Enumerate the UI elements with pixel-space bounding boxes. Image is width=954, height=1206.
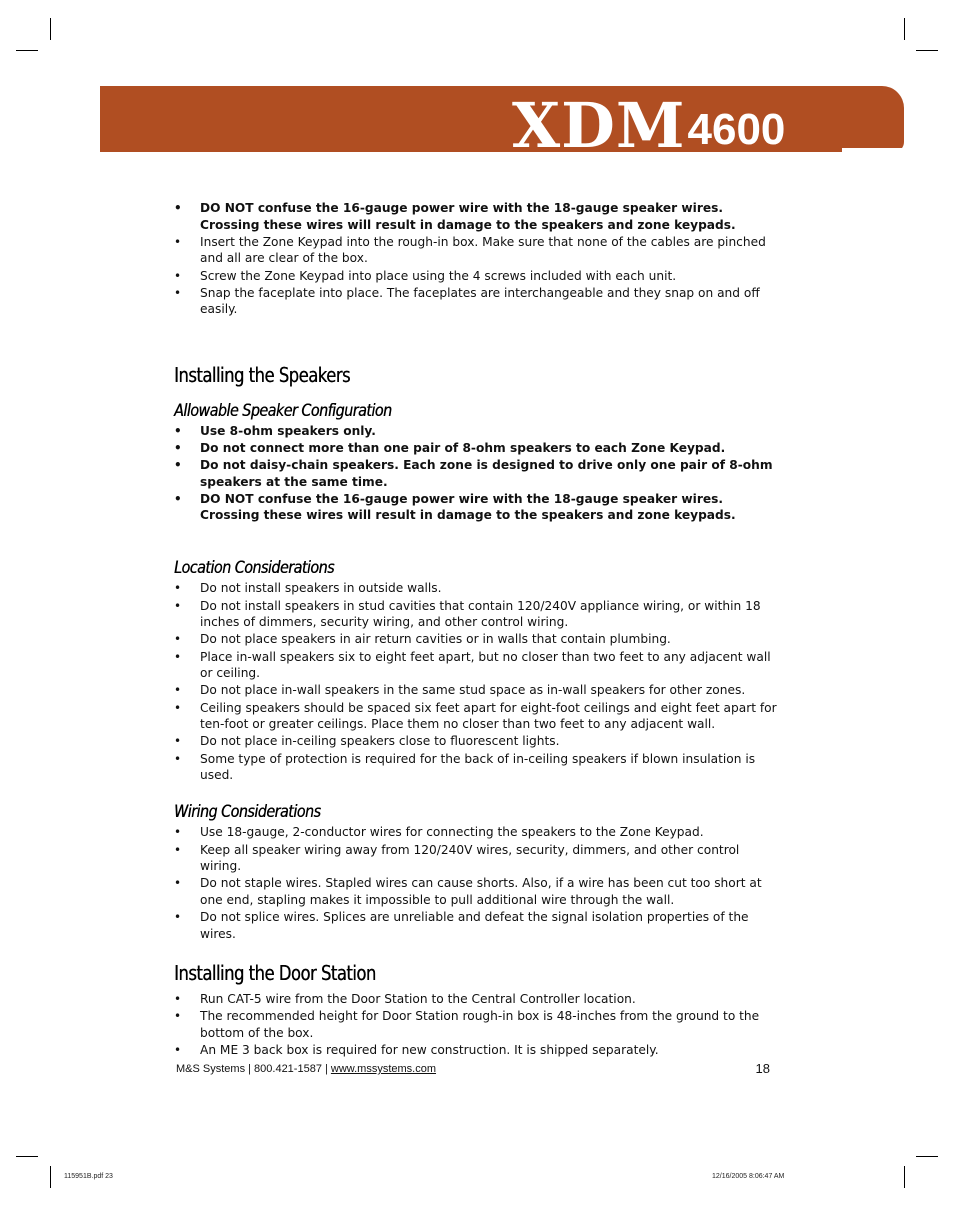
- banner-notch: [842, 148, 904, 152]
- door-station-list: [174, 991, 784, 1059]
- list-item: • Do not place in-ceiling speakers close to fluorescent lights.: [174, 733, 784, 750]
- list-item: • DO NOT confuse the 16-gauge power wire with the 18-gauge speaker wires. Crossing these wires will result in damage to the speakers and zone keypads.: [174, 491, 784, 524]
- crop-mark: [916, 50, 938, 51]
- location-considerations-list: [174, 580, 784, 783]
- list-item: • Use 8-ohm speakers only.: [174, 423, 784, 440]
- brand-name: XDM: [512, 89, 686, 162]
- list-item: • Run CAT-5 wire from the Door Station to the Central Controller location.: [174, 991, 784, 1008]
- list-item: • Some type of protection is required for the back of in-ceiling speakers if blown insulation is used.: [174, 751, 784, 784]
- crop-mark: [50, 1166, 51, 1188]
- list-item: • Do not install speakers in outside walls.: [174, 580, 784, 597]
- print-slug-timestamp: 12/16/2005 8:06:47 AM: [712, 1173, 785, 1180]
- list-item: • DO NOT confuse the 16-gauge power wire with the 18-gauge speaker wires. Crossing these wires will result in damage to the speakers and zone keypads.: [174, 200, 784, 233]
- footer-company-info: M&S Systems | 800.421-1587 |: [176, 1063, 331, 1075]
- list-item: • Place in-wall speakers six to eight feet apart, but no closer than two feet to any adjacent wall or ceiling.: [174, 649, 784, 682]
- subheading-allowable-configuration: Allowable Speaker Configuration: [174, 400, 392, 421]
- list-item: • Snap the faceplate into place. The faceplates are interchangeable and they snap on and off easily.: [174, 285, 784, 318]
- brand-logo: [512, 89, 786, 162]
- list-item: • Do not place speakers in air return cavities or in walls that contain plumbing.: [174, 631, 784, 648]
- page-footer: [176, 1063, 770, 1075]
- subheading-location-considerations: Location Considerations: [174, 558, 335, 579]
- main-content: [174, 200, 784, 1059]
- page-number: 18: [755, 1061, 770, 1076]
- brand-model-number: 4600: [687, 105, 786, 154]
- subheading-wiring-considerations: Wiring Considerations: [174, 802, 321, 823]
- list-item: • Do not staple wires. Stapled wires can cause shorts. Also, if a wire has been cut too short at one end, stapling makes it impossible to pull additional wire through the wall.: [174, 875, 784, 908]
- list-item: • Do not splice wires. Splices are unreliable and defeat the signal isolation properties of the wires.: [174, 909, 784, 942]
- wiring-considerations-list: [174, 824, 784, 942]
- section-heading-installing-speakers: Installing the Speakers: [174, 362, 351, 387]
- list-item: • Use 18-gauge, 2-conductor wires for connecting the speakers to the Zone Keypad.: [174, 824, 784, 841]
- crop-mark: [50, 18, 51, 40]
- list-item: • Ceiling speakers should be spaced six feet apart for eight-foot ceilings and eight feet apart for ten-foot or greater ceilings. Place them no closer than two feet to any adjacent wall.: [174, 700, 784, 733]
- list-item: • Do not daisy-chain speakers. Each zone is designed to drive only one pair of 8-ohm speakers at the same time.: [174, 457, 784, 490]
- crop-mark: [904, 18, 905, 40]
- intro-bullet-list: [174, 200, 784, 318]
- list-item: • Keep all speaker wiring away from 120/240V wires, security, dimmers, and other control wiring.: [174, 842, 784, 875]
- print-slug-file: 115951B.pdf 23: [64, 1173, 113, 1180]
- crop-mark: [904, 1166, 905, 1188]
- allowable-config-list: [174, 423, 784, 524]
- list-item: • Do not connect more than one pair of 8-ohm speakers to each Zone Keypad.: [174, 440, 784, 457]
- footer-website-link[interactable]: www.mssystems.com: [330, 1063, 437, 1075]
- section-heading-door-station: Installing the Door Station: [174, 960, 376, 985]
- list-item: • Do not install speakers in stud cavities that contain 120/240V appliance wiring, or within 18 inches of dimmers, security wiring, and other control wiring.: [174, 598, 784, 631]
- crop-mark: [16, 50, 38, 51]
- list-item: • An ME 3 back box is required for new construction. It is shipped separately.: [174, 1042, 784, 1059]
- list-item: • Insert the Zone Keypad into the rough-in box. Make sure that none of the cables are pinched and all are clear of the box.: [174, 234, 784, 267]
- crop-mark: [16, 1156, 38, 1157]
- crop-mark: [916, 1156, 938, 1157]
- list-item: • Screw the Zone Keypad into place using the 4 screws included with each unit.: [174, 268, 784, 285]
- list-item: • Do not place in-wall speakers in the same stud space as in-wall speakers for other zones.: [174, 682, 784, 699]
- list-item: • The recommended height for Door Station rough-in box is 48-inches from the ground to the bottom of the box.: [174, 1008, 784, 1041]
